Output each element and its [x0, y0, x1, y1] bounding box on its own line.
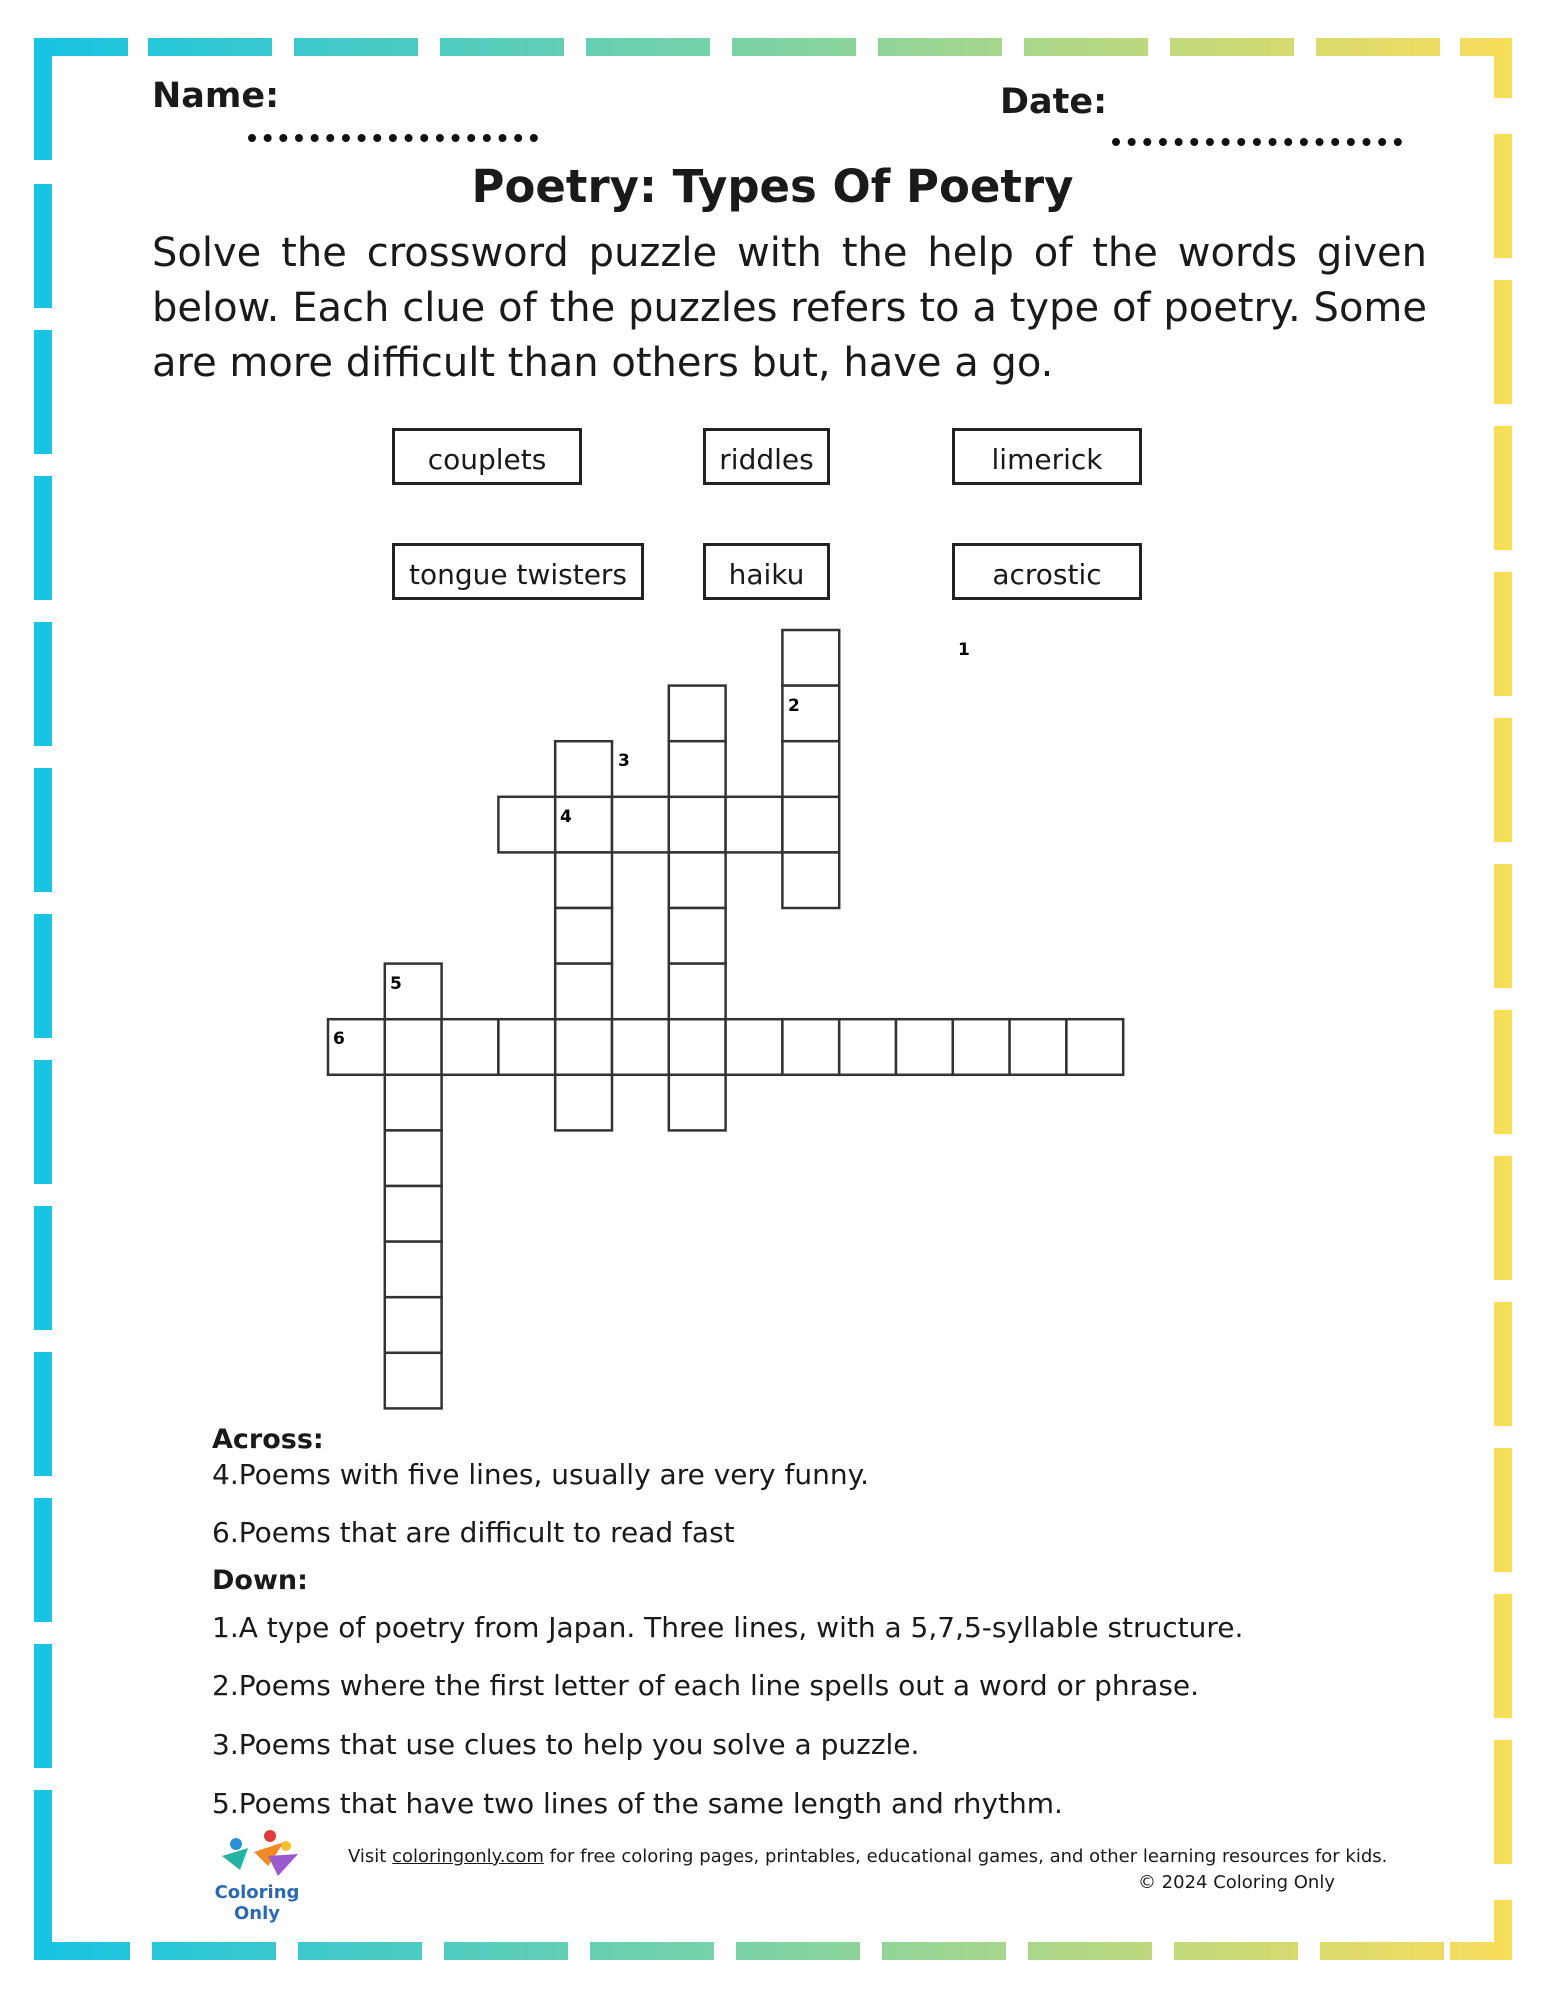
word-bank-item: tongue twisters: [392, 543, 644, 600]
crossword-cell[interactable]: [669, 908, 726, 964]
coloring-only-logo-icon: [218, 1826, 300, 1888]
clue-number-6: 6: [333, 1029, 345, 1049]
crossword-cell[interactable]: [1066, 1019, 1123, 1075]
crossword-cell[interactable]: [726, 1019, 783, 1075]
word-bank-item: couplets: [392, 428, 582, 485]
footer-visit-prefix: Visit: [348, 1846, 393, 1867]
crossword-cell[interactable]: [555, 741, 612, 797]
down-clue-5: 5.Poems that have two lines of the same length and rhythm.: [212, 1787, 1063, 1820]
crossword-cell[interactable]: [555, 852, 612, 908]
down-clue-1: 1.A type of poetry from Japan. Three lines, with a 5,7,5-syllable structure.: [212, 1611, 1244, 1644]
crossword-cell[interactable]: [612, 1019, 669, 1075]
down-clue-2: 2.Poems where the first letter of each line spells out a word or phrase.: [212, 1669, 1200, 1702]
date-label: Date:: [1000, 82, 1108, 122]
word-bank-item: limerick: [952, 428, 1142, 485]
clue-number-1: 1: [958, 640, 970, 660]
word-bank-item: acrostic: [952, 543, 1142, 600]
crossword-cell[interactable]: [669, 964, 726, 1020]
down-heading: Down:: [212, 1565, 308, 1596]
crossword-cell[interactable]: [782, 797, 839, 853]
crossword-cell[interactable]: [669, 1075, 726, 1131]
crossword-cell[interactable]: [782, 741, 839, 797]
crossword-cell[interactable]: [782, 1019, 839, 1075]
word-bank-item: haiku: [703, 543, 830, 600]
crossword-cell[interactable]: [385, 1297, 442, 1353]
crossword-cell[interactable]: [385, 1075, 442, 1131]
crossword-cell[interactable]: [442, 1019, 499, 1075]
crossword-cell[interactable]: [896, 1019, 953, 1075]
crossword-cell[interactable]: [669, 741, 726, 797]
footer-visit-text: [348, 1846, 1387, 1867]
crossword-cell[interactable]: [385, 1242, 442, 1298]
crossword-cell[interactable]: [385, 1353, 442, 1409]
crossword-cell[interactable]: [1010, 1019, 1067, 1075]
crossword-cell[interactable]: [498, 797, 555, 853]
crossword-cell[interactable]: [555, 1075, 612, 1131]
crossword-cell[interactable]: [555, 964, 612, 1020]
crossword-cell[interactable]: [726, 797, 783, 853]
crossword-cell[interactable]: [385, 1019, 442, 1075]
clue-number-5: 5: [390, 974, 402, 994]
footer-visit-suffix: for free coloring pages, printables, educational games, and other learning resources for kids.: [543, 1846, 1388, 1867]
crossword-cell[interactable]: [839, 1019, 896, 1075]
crossword-cell[interactable]: [612, 797, 669, 853]
crossword-cell[interactable]: [669, 686, 726, 742]
copyright: © 2024 Coloring Only: [1137, 1872, 1335, 1893]
crossword-cell[interactable]: [782, 852, 839, 908]
crossword-cell[interactable]: [953, 1019, 1010, 1075]
across-clue-4: 4.Poems with five lines, usually are very funny.: [212, 1458, 870, 1491]
word-bank-item: riddles: [703, 428, 830, 485]
across-clue-6: 6.Poems that are difficult to read fast: [212, 1516, 735, 1549]
instructions: Solve the crossword puzzle with the help of the words given below. Each clue of the puzzles refers to a type of poetry. Some are more difficult than others but, have a go.: [152, 230, 1427, 386]
across-heading: Across:: [212, 1424, 324, 1455]
clue-number-4: 4: [560, 807, 572, 827]
down-clue-3: 3.Poems that use clues to help you solve a puzzle.: [212, 1728, 920, 1761]
crossword-cell[interactable]: [555, 1019, 612, 1075]
crossword-cell[interactable]: [782, 630, 839, 686]
crossword-cell[interactable]: [385, 1186, 442, 1242]
clue-number-3: 3: [618, 751, 630, 771]
logo-text: Coloring Only: [214, 1882, 300, 1924]
coloringonly-link[interactable]: coloringonly.com: [392, 1846, 544, 1867]
crossword-cell[interactable]: [669, 852, 726, 908]
page-title: Poetry: Types Of Poetry: [471, 160, 1074, 213]
name-label: Name:: [152, 76, 280, 116]
crossword-cell[interactable]: [498, 1019, 555, 1075]
crossword-cell[interactable]: [385, 1130, 442, 1186]
crossword-cell[interactable]: [669, 1019, 726, 1075]
crossword-cell[interactable]: [555, 908, 612, 964]
crossword-cell[interactable]: [669, 797, 726, 853]
clue-number-2: 2: [788, 696, 800, 716]
